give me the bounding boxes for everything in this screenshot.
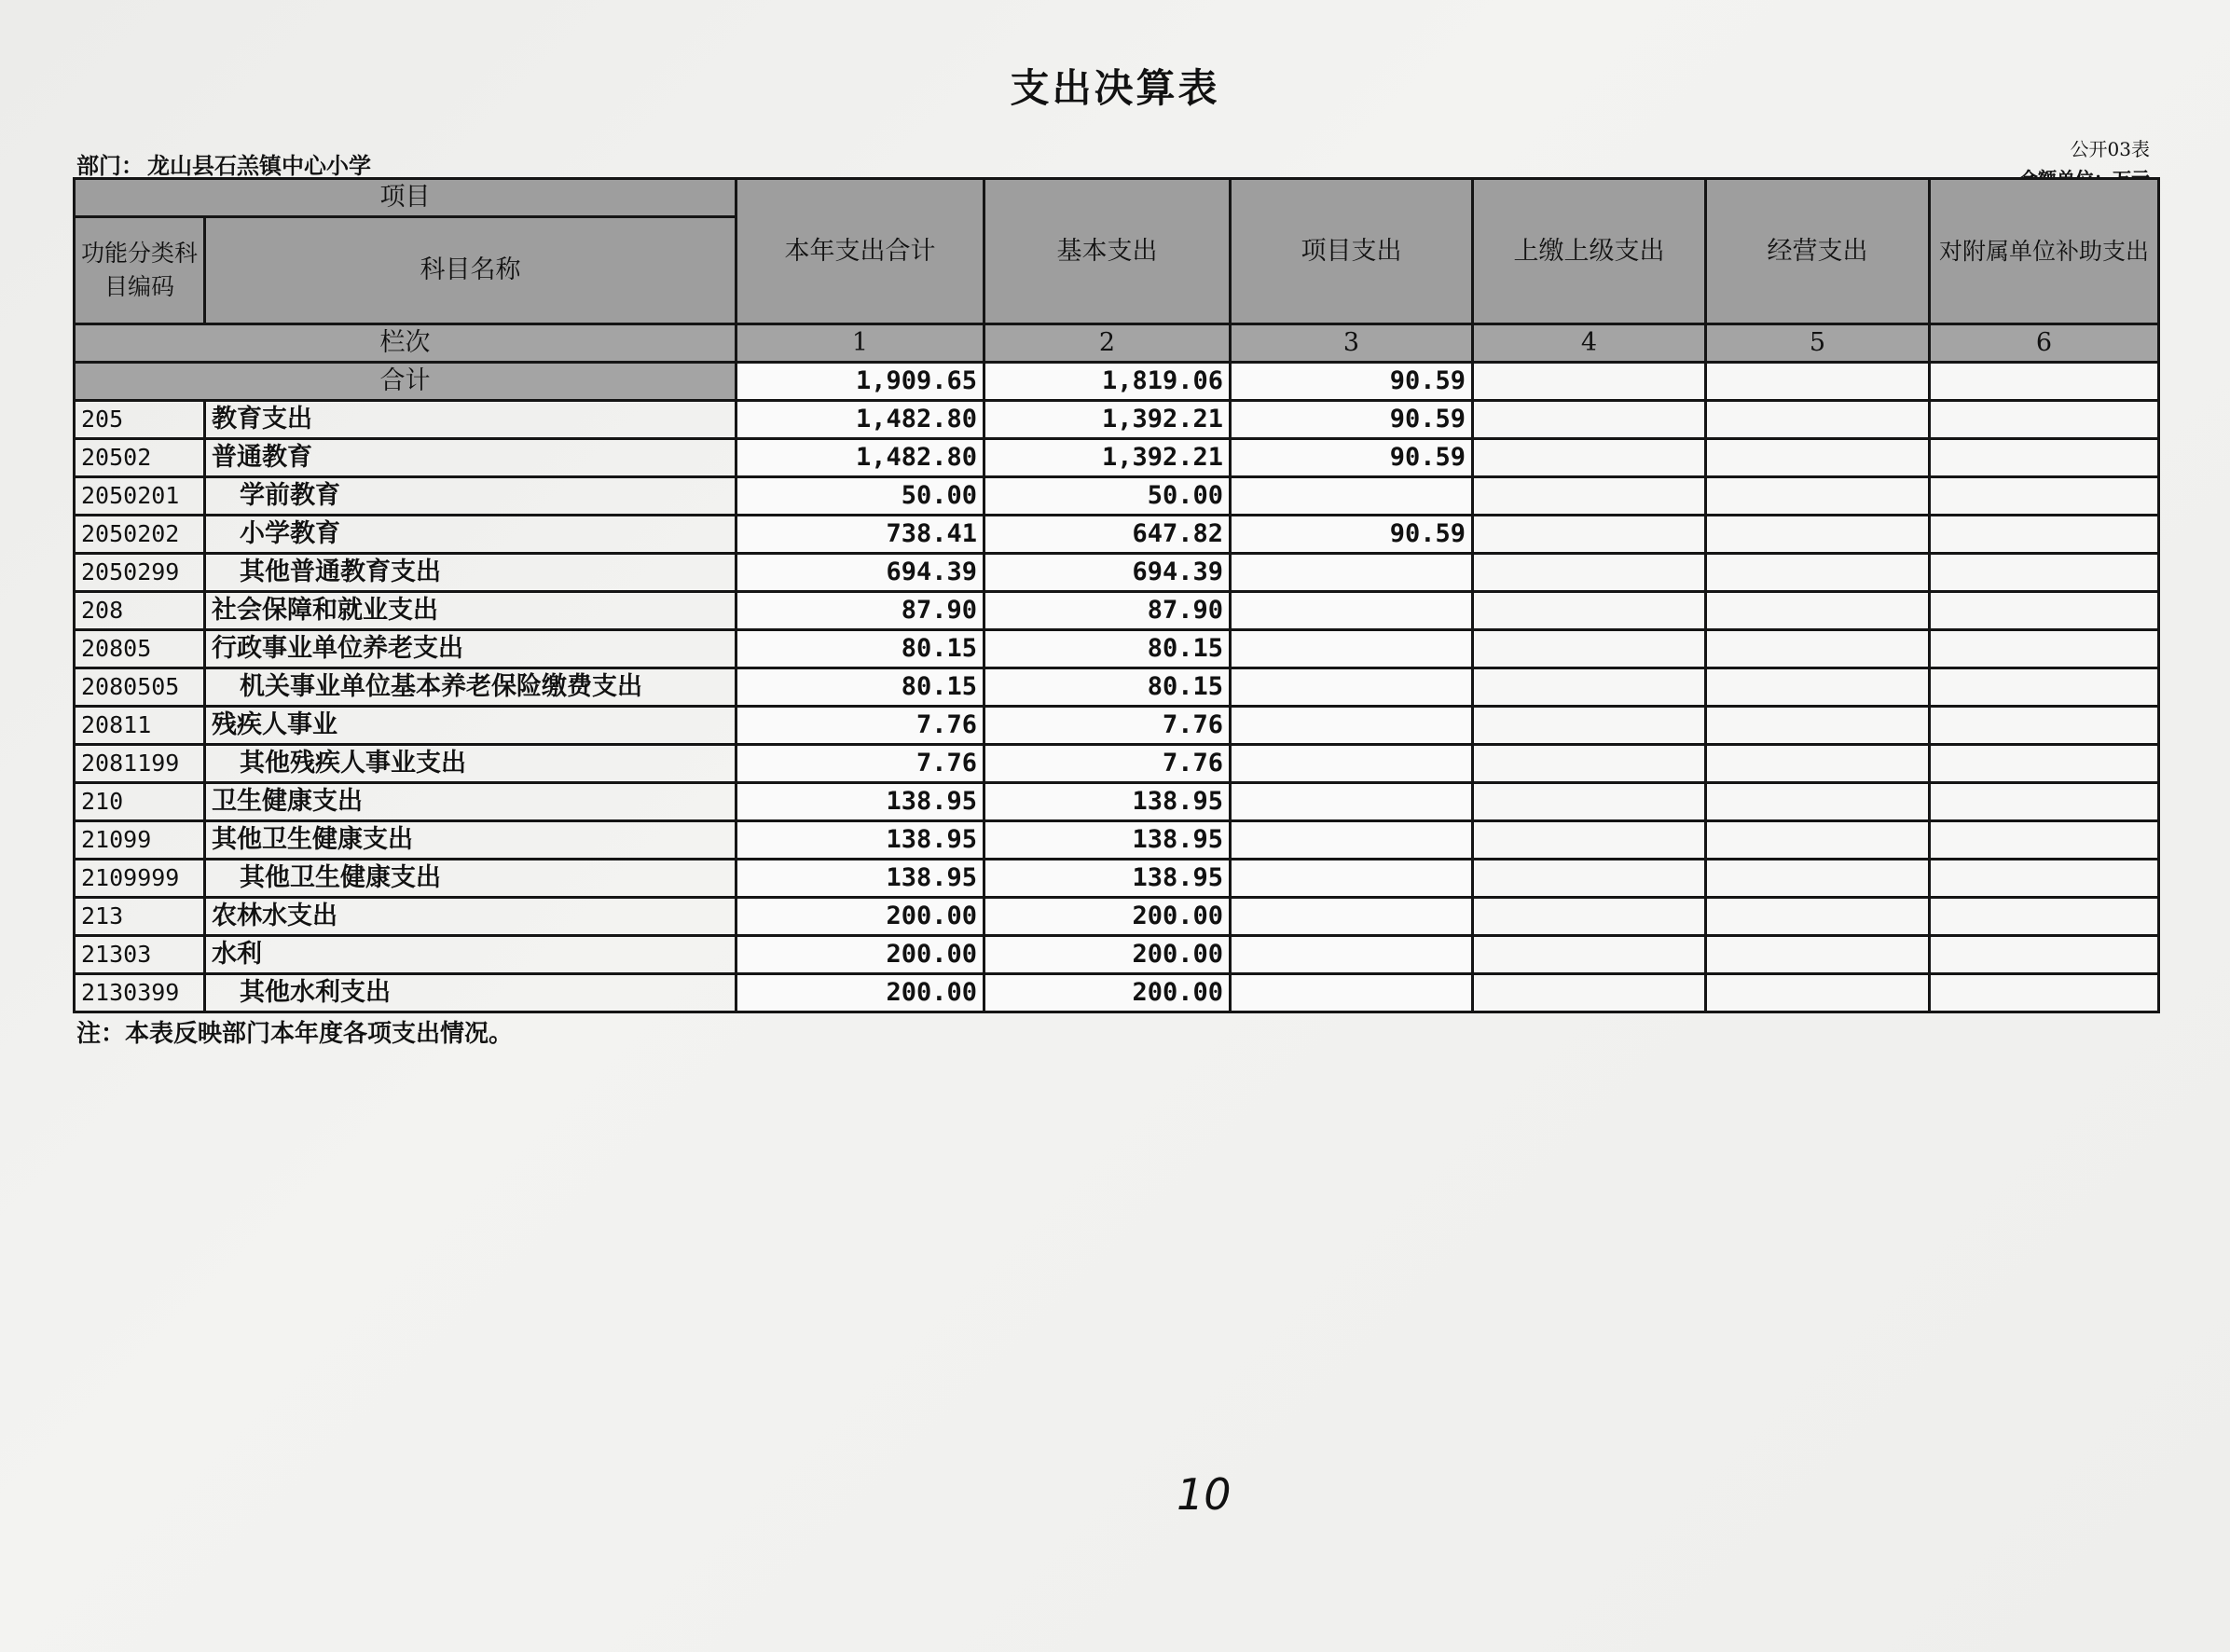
amount-total: 200.00 xyxy=(736,974,984,1012)
table-row xyxy=(75,707,2159,745)
amount-project xyxy=(1231,668,1473,707)
subject-code: 205 xyxy=(75,401,205,439)
amount-business xyxy=(1706,936,1930,974)
amount-basic: 138.95 xyxy=(984,783,1231,821)
table-row xyxy=(75,936,2159,974)
subject-code: 213 xyxy=(75,898,205,936)
subject-name: 其他残疾人事业支出 xyxy=(205,745,736,783)
amount-subsidy xyxy=(1930,630,2159,668)
subject-code: 2080505 xyxy=(75,668,205,707)
table-row xyxy=(75,477,2159,516)
amount-upper xyxy=(1473,401,1706,439)
subject-name: 小学教育 xyxy=(205,516,736,554)
total-cell xyxy=(1473,363,1706,401)
subject-name: 机关事业单位基本养老保险缴费支出 xyxy=(205,668,736,707)
amount-business xyxy=(1706,745,1930,783)
subject-code: 20805 xyxy=(75,630,205,668)
subject-name: 其他卫生健康支出 xyxy=(205,821,736,860)
subject-code: 21099 xyxy=(75,821,205,860)
header-row-label: 栏次 xyxy=(75,324,736,363)
amount-upper xyxy=(1473,707,1706,745)
amount-total: 1,482.80 xyxy=(736,439,984,477)
amount-total: 50.00 xyxy=(736,477,984,516)
amount-subsidy xyxy=(1930,401,2159,439)
subject-code: 21303 xyxy=(75,936,205,974)
amount-upper xyxy=(1473,821,1706,860)
table-row xyxy=(75,783,2159,821)
amount-upper xyxy=(1473,630,1706,668)
amount-subsidy xyxy=(1930,783,2159,821)
amount-subsidy xyxy=(1930,974,2159,1012)
amount-total: 738.41 xyxy=(736,516,984,554)
amount-basic: 200.00 xyxy=(984,974,1231,1012)
column-number-1: 1 xyxy=(736,324,984,363)
subject-code: 20811 xyxy=(75,707,205,745)
amount-upper xyxy=(1473,439,1706,477)
subject-name: 农林水支出 xyxy=(205,898,736,936)
subject-code: 20502 xyxy=(75,439,205,477)
amount-project xyxy=(1231,898,1473,936)
amount-subsidy xyxy=(1930,936,2159,974)
amount-basic: 200.00 xyxy=(984,936,1231,974)
amount-upper xyxy=(1473,783,1706,821)
amount-basic: 80.15 xyxy=(984,630,1231,668)
amount-total: 200.00 xyxy=(736,936,984,974)
amount-upper xyxy=(1473,974,1706,1012)
column-number-3: 3 xyxy=(1231,324,1473,363)
table-row xyxy=(75,554,2159,592)
amount-project xyxy=(1231,974,1473,1012)
amount-upper xyxy=(1473,860,1706,898)
subject-code: 2109999 xyxy=(75,860,205,898)
amount-total: 80.15 xyxy=(736,630,984,668)
amount-total: 80.15 xyxy=(736,668,984,707)
subject-code: 2081199 xyxy=(75,745,205,783)
column-number-4: 4 xyxy=(1473,324,1706,363)
header-col6: 对附属单位补助支出 xyxy=(1930,179,2159,324)
amount-project xyxy=(1231,821,1473,860)
table-row xyxy=(75,516,2159,554)
amount-project xyxy=(1231,554,1473,592)
amount-total: 200.00 xyxy=(736,898,984,936)
amount-subsidy xyxy=(1930,707,2159,745)
amount-subsidy xyxy=(1930,554,2159,592)
amount-total: 138.95 xyxy=(736,783,984,821)
amount-basic: 1,392.21 xyxy=(984,401,1231,439)
header-col3: 项目支出 xyxy=(1231,179,1473,324)
department-value: 龙山县石羔镇中心小学 xyxy=(147,152,371,179)
amount-subsidy xyxy=(1930,439,2159,477)
amount-business xyxy=(1706,707,1930,745)
table-body xyxy=(75,401,2159,1012)
table-row xyxy=(75,439,2159,477)
amount-basic: 1,392.21 xyxy=(984,439,1231,477)
amount-basic: 50.00 xyxy=(984,477,1231,516)
amount-project: 90.59 xyxy=(1231,401,1473,439)
subject-name: 学前教育 xyxy=(205,477,736,516)
amount-project xyxy=(1231,707,1473,745)
amount-project xyxy=(1231,592,1473,630)
column-number-5: 5 xyxy=(1706,324,1930,363)
table-row xyxy=(75,592,2159,630)
amount-subsidy xyxy=(1930,477,2159,516)
form-number: 公开03表 xyxy=(2070,138,2150,160)
amount-basic: 87.90 xyxy=(984,592,1231,630)
amount-basic: 138.95 xyxy=(984,821,1231,860)
subject-code: 210 xyxy=(75,783,205,821)
amount-business xyxy=(1706,592,1930,630)
amount-upper xyxy=(1473,936,1706,974)
table-note: 注：本表反映部门本年度各项支出情况。 xyxy=(76,1020,514,1048)
amount-project: 90.59 xyxy=(1231,516,1473,554)
amount-project xyxy=(1231,477,1473,516)
subject-name: 卫生健康支出 xyxy=(205,783,736,821)
header-code: 功能分类科目编码 xyxy=(75,217,205,324)
subject-name: 其他卫生健康支出 xyxy=(205,860,736,898)
subject-code: 2050202 xyxy=(75,516,205,554)
amount-project xyxy=(1231,745,1473,783)
subject-name: 普通教育 xyxy=(205,439,736,477)
amount-total: 694.39 xyxy=(736,554,984,592)
table-row xyxy=(75,401,2159,439)
total-cell xyxy=(1706,363,1930,401)
amount-upper xyxy=(1473,898,1706,936)
amount-subsidy xyxy=(1930,821,2159,860)
department-line xyxy=(76,147,371,180)
amount-business xyxy=(1706,974,1930,1012)
amount-business xyxy=(1706,516,1930,554)
amount-project: 90.59 xyxy=(1231,439,1473,477)
total-cell: 90.59 xyxy=(1231,363,1473,401)
page-number: 10 xyxy=(1177,1469,1232,1520)
subject-name: 其他普通教育支出 xyxy=(205,554,736,592)
total-cell: 1,909.65 xyxy=(736,363,984,401)
column-number-2: 2 xyxy=(984,324,1231,363)
table-row xyxy=(75,898,2159,936)
amount-basic: 200.00 xyxy=(984,898,1231,936)
amount-upper xyxy=(1473,516,1706,554)
subject-code: 2050299 xyxy=(75,554,205,592)
amount-project xyxy=(1231,936,1473,974)
amount-upper xyxy=(1473,592,1706,630)
amount-business xyxy=(1706,477,1930,516)
amount-total: 138.95 xyxy=(736,821,984,860)
header-col2: 基本支出 xyxy=(984,179,1231,324)
amount-basic: 138.95 xyxy=(984,860,1231,898)
table-row xyxy=(75,668,2159,707)
amount-business xyxy=(1706,898,1930,936)
table-row xyxy=(75,630,2159,668)
subject-name: 行政事业单位养老支出 xyxy=(205,630,736,668)
department-label: 部门： xyxy=(76,152,144,179)
subject-name: 残疾人事业 xyxy=(205,707,736,745)
amount-business xyxy=(1706,401,1930,439)
amount-total: 87.90 xyxy=(736,592,984,630)
amount-business xyxy=(1706,668,1930,707)
table-row xyxy=(75,860,2159,898)
amount-business xyxy=(1706,554,1930,592)
total-row xyxy=(75,363,2159,401)
table-row xyxy=(75,745,2159,783)
amount-subsidy xyxy=(1930,745,2159,783)
amount-business xyxy=(1706,821,1930,860)
column-number-6: 6 xyxy=(1930,324,2159,363)
amount-basic: 7.76 xyxy=(984,707,1231,745)
total-label: 合计 xyxy=(75,363,736,401)
header-col5: 经营支出 xyxy=(1706,179,1930,324)
amount-total: 7.76 xyxy=(736,745,984,783)
amount-total: 1,482.80 xyxy=(736,401,984,439)
amount-upper xyxy=(1473,745,1706,783)
amount-upper xyxy=(1473,668,1706,707)
amount-project xyxy=(1231,860,1473,898)
amount-upper xyxy=(1473,477,1706,516)
amount-basic: 7.76 xyxy=(984,745,1231,783)
amount-business xyxy=(1706,783,1930,821)
total-cell: 1,819.06 xyxy=(984,363,1231,401)
subject-code: 208 xyxy=(75,592,205,630)
amount-subsidy xyxy=(1930,592,2159,630)
amount-subsidy xyxy=(1930,860,2159,898)
table-row xyxy=(75,974,2159,1012)
amount-basic: 694.39 xyxy=(984,554,1231,592)
header-project: 项目 xyxy=(75,179,736,217)
header-name: 科目名称 xyxy=(205,217,736,324)
subject-name: 其他水利支出 xyxy=(205,974,736,1012)
amount-total: 138.95 xyxy=(736,860,984,898)
table-row xyxy=(75,821,2159,860)
amount-basic: 80.15 xyxy=(984,668,1231,707)
expenditure-table xyxy=(73,177,2160,1013)
amount-basic: 647.82 xyxy=(984,516,1231,554)
amount-project xyxy=(1231,630,1473,668)
header-col1: 本年支出合计 xyxy=(736,179,984,324)
total-cell xyxy=(1930,363,2159,401)
subject-code: 2130399 xyxy=(75,974,205,1012)
amount-project xyxy=(1231,783,1473,821)
amount-business xyxy=(1706,439,1930,477)
amount-business xyxy=(1706,860,1930,898)
amount-business xyxy=(1706,630,1930,668)
subject-name: 社会保障和就业支出 xyxy=(205,592,736,630)
subject-code: 2050201 xyxy=(75,477,205,516)
amount-subsidy xyxy=(1930,898,2159,936)
amount-subsidy xyxy=(1930,516,2159,554)
amount-upper xyxy=(1473,554,1706,592)
page-title: 支出决算表 xyxy=(1010,65,1220,111)
amount-total: 7.76 xyxy=(736,707,984,745)
amount-subsidy xyxy=(1930,668,2159,707)
subject-name: 教育支出 xyxy=(205,401,736,439)
subject-name: 水利 xyxy=(205,936,736,974)
header-col4: 上缴上级支出 xyxy=(1473,179,1706,324)
